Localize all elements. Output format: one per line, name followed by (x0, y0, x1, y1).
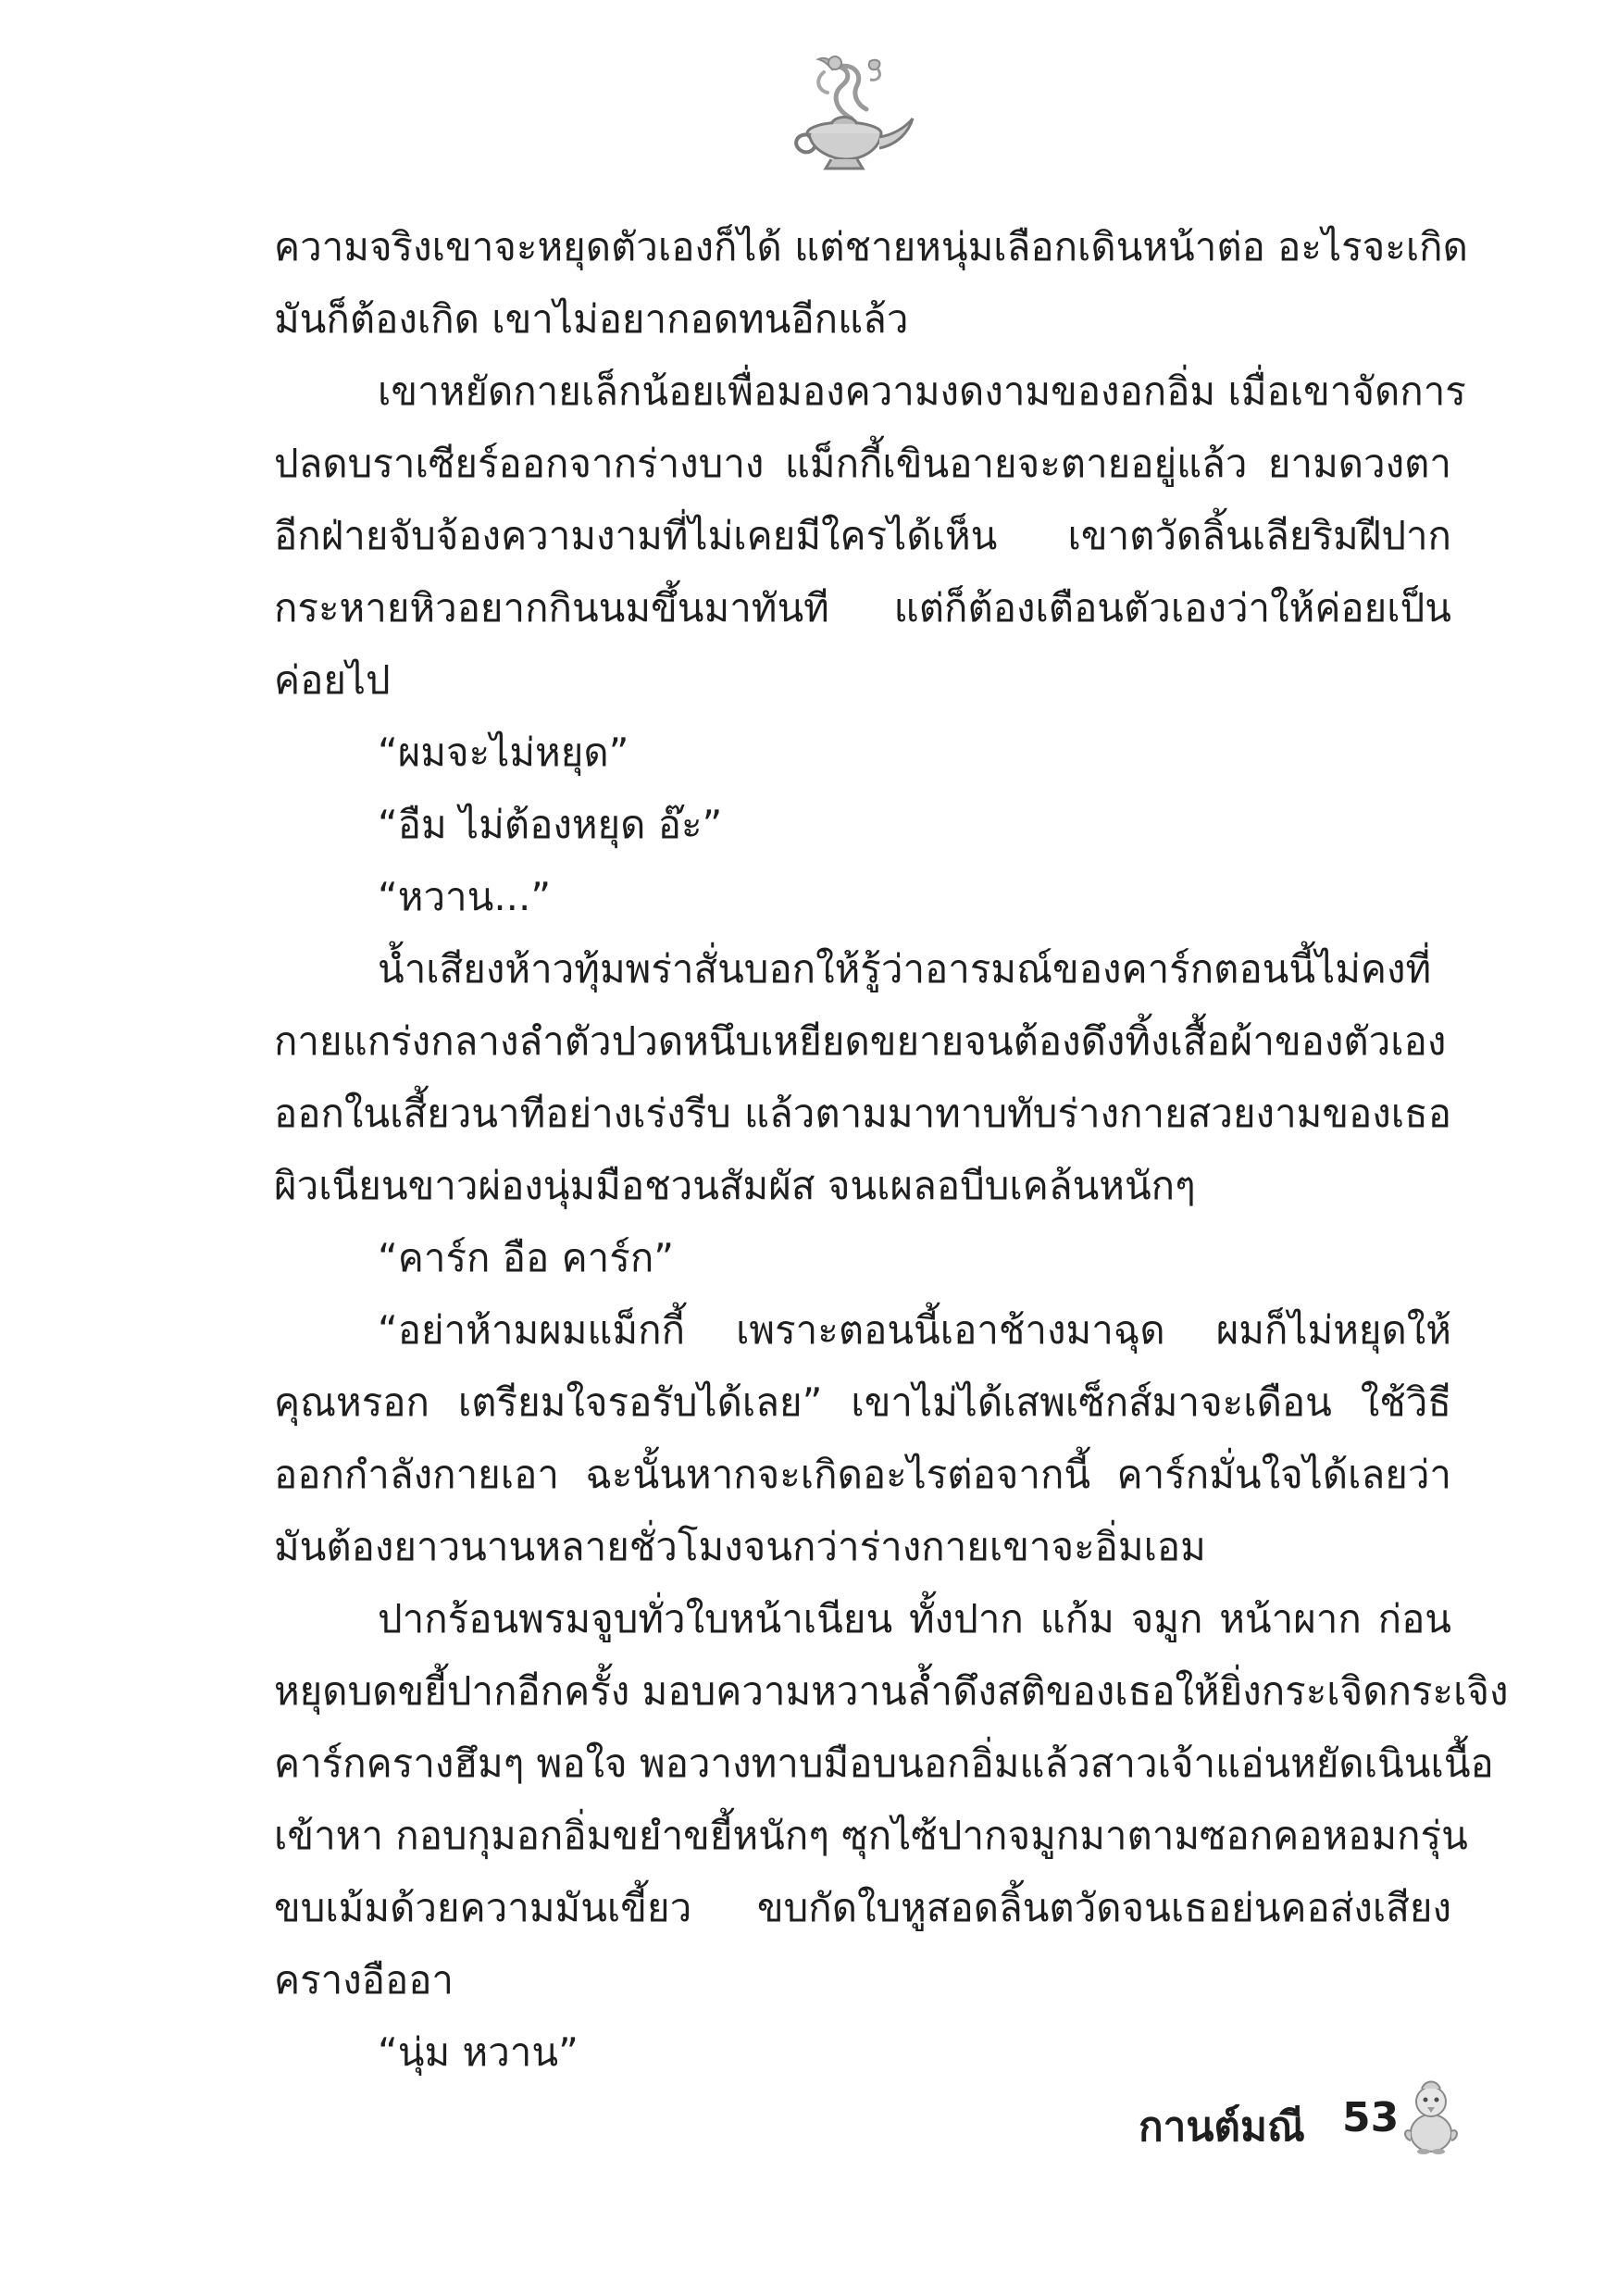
text-line: อีกฝ่ายจับจ้องความงามที่ไม่เคยมีใครได้เห็น เขาตวัดลิ้นเลียริมฝีปาก (274, 513, 1451, 558)
author-name: กานต์มณี (1139, 2103, 1305, 2151)
text-line: ความจริงเขาจะหยุดตัวเองก็ได้ แต่ชายหนุ่มเลือกเดินหน้าต่อ อะไรจะเกิด (274, 224, 1468, 269)
text-line: ค่อยไป (274, 657, 391, 703)
text-line: มันต้องยาวนานหลายชั่วโมงจนกว่าร่างกายเขาจะอิ่มเอม (274, 1524, 1206, 1569)
text-line: ปลดบราเซียร์ออกจากร่างบาง แม็กกี้เขินอายจะตายอยู่แล้ว ยามดวงตา (274, 441, 1451, 486)
text-line: มันก็ต้องเกิด เขาไม่อยากอดทนอีกแล้ว (274, 296, 909, 342)
text-line: น้ำเสียงห้าวทุ้มพร่าสั่นบอกให้รู้ว่าอารมณ์ของคาร์กตอนนี้ไม่คงที่ (378, 946, 1432, 992)
text-line: ปากร้อนพรมจูบทั่วใบหน้าเนียน ทั้งปาก แก้ม จมูก หน้าผาก ก่อน (378, 1596, 1451, 1641)
text-line: ออกกำลังกายเอา ฉะนั้นหากจะเกิดอะไรต่อจากนี้ คาร์กมั่นใจได้เลยว่า (274, 1452, 1451, 1497)
text-line: กระหายหิวอยากกินนมขึ้นมาทันที แต่ก็ต้องเตือนตัวเองว่าให้ค่อยเป็น (274, 585, 1451, 630)
dialogue-line: “นุ่ม หวาน” (378, 2029, 579, 2075)
dialogue-line: “ผมจะไม่หยุด” (378, 730, 629, 775)
text-line: กายแกร่งกลางลำตัวปวดหนึบเหยียดขยายจนต้องดึงทิ้งเสื้อผ้าของตัวเอง (274, 1018, 1447, 1064)
text-line: ผิวเนียนขาวผ่องนุ่มมือชวนสัมผัส จนเผลอบีบเคล้นหนักๆ (274, 1163, 1196, 1208)
dialogue-line: “คาร์ก อือ คาร์ก” (378, 1235, 675, 1280)
page-number: 53 (1342, 2094, 1400, 2141)
text-line: คุณหรอก เตรียมใจรอรับได้เลย” เขาไม่ได้เสพเซ็กส์มาจะเดือน ใช้วิธี (274, 1379, 1451, 1425)
text-line: ออกในเสี้ยวนาทีอย่างเร่งรีบ แล้วตามมาทาบทับร่างกายสวยงามของเธอ (274, 1091, 1451, 1136)
duck-mascot-icon (1401, 2074, 1461, 2157)
dialogue-line: “อย่าห้ามผมแม็กกี้ เพราะตอนนี้เอาช้างมาฉุด ผมก็ไม่หยุดให้ (378, 1307, 1451, 1353)
dialogue-line: “อืม ไม่ต้องหยุด อ๊ะ” (378, 802, 723, 847)
text-line: หยุดบดขยี้ปากอีกครั้ง มอบความหวานล้ำดึงสติของเธอให้ยิ่งกระเจิดกระเจิง (274, 1668, 1509, 1714)
text-line: เขาหยัดกายเล็กน้อยเพื่อมองความงดงามของอกอิ่ม เมื่อเขาจัดการ (378, 368, 1466, 414)
magic-lamp-icon (770, 54, 918, 174)
text-line: คาร์กครางฮึมๆ พอใจ พอวางทาบมือบนอกอิ่มแล้วสาวเจ้าแอ่นหยัดเนินเนื้อ (274, 1741, 1494, 1786)
text-line: ขบเม้มด้วยความมันเขี้ยว ขบกัดใบหูสอดลิ้นตวัดจนเธอย่นคอส่งเสียง (274, 1885, 1451, 1930)
text-line: ครางอืออา (274, 1957, 454, 2003)
page-footer (1090, 2074, 1461, 2157)
dialogue-line: “หวาน...” (378, 874, 552, 919)
chapter-body-text (274, 211, 1509, 2089)
text-line: เข้าหา กอบกุมอกอิ่มขยำขยี้หนักๆ ซุกไซ้ปากจมูกมาตามซอกคอหอมกรุ่น (274, 1813, 1468, 1858)
